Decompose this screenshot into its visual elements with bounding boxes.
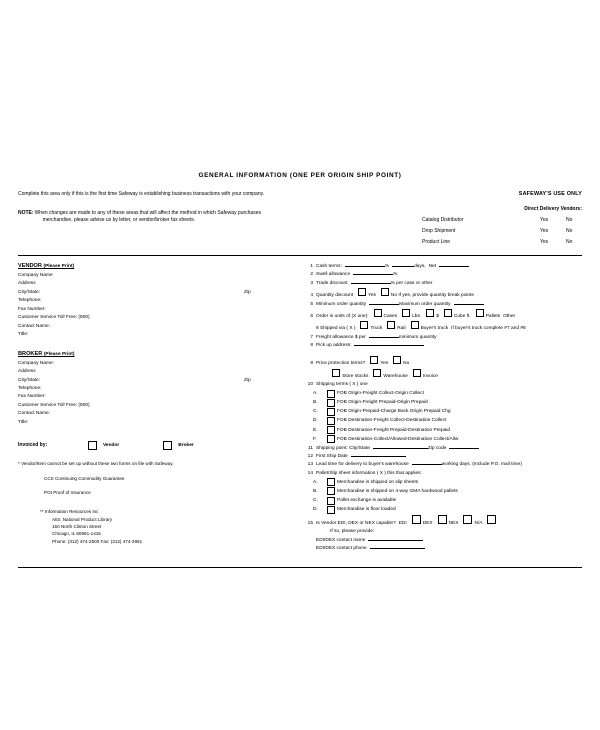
item-label: Order in units of (X one): [316,313,369,319]
field-label: Customer Service Toll Free: (800) [18,402,90,408]
item-label: Is Vendor EDI, DEX or NEX capable? [316,520,396,526]
option-label: Merchandise is shipped on 4-way GMA hardwood pallets [337,488,458,494]
option-letter: D. [313,507,318,513]
item-number: 1 [310,264,313,269]
pallet-info-option[interactable] [313,497,582,505]
option-letter: B. [313,400,318,406]
form-sheet [18,172,582,568]
checkbox-icon[interactable] [487,515,496,524]
info-header: ** Information Resources Inc [40,509,99,515]
vendor-section-heading [18,263,296,269]
field-input[interactable] [96,403,296,410]
field-input[interactable] [96,394,296,401]
checkbox-icon[interactable] [370,356,378,364]
invoiced-by-vendor-option[interactable] [84,441,119,450]
option-label: Invoice [422,373,438,379]
pallet-info-option[interactable] [313,506,582,514]
maximum-order-input[interactable] [454,304,484,305]
field-label-zip: Zip [244,289,251,295]
list-item-pallet-info [302,470,582,477]
broker-company-name-field[interactable] [18,361,296,368]
field-label: Customer Service Toll Free: (800) [18,315,90,321]
broker-contact-name-field[interactable] [18,411,296,418]
checkbox-icon[interactable] [327,478,335,486]
item-label: Quantity discount [316,293,354,299]
checkbox-icon[interactable] [327,435,335,443]
item-label: Shipping point: City/State [316,445,370,451]
intro-block [18,191,408,225]
field-label: Fax Number: [18,306,46,312]
item-number: 4 [310,293,313,299]
ddv-row-name: Product Line [422,239,451,245]
edi-provide-note [302,528,582,535]
list-item-edi-capable [302,515,582,527]
header-row [18,191,582,245]
list-item-order-units [302,309,582,320]
checkbox-icon[interactable] [412,515,421,524]
checkbox-icon[interactable] [360,321,368,329]
checkbox-icon[interactable] [327,487,335,495]
item-label: Shipping terms ( X ) one [316,382,368,388]
ddv-row-no[interactable]: No [566,228,573,234]
list-item-pickup-address [302,342,582,349]
item-suffix: working days. (Include P.O. mail time) [441,462,522,468]
option-label: FOB Origin-Prepaid-Charge Back Origin Prepaid Chg [337,409,451,415]
broker-fax-field[interactable] [18,394,296,401]
field-input[interactable] [96,332,296,339]
option-label: Buyer's truck [420,326,449,332]
item-number: 10 [307,382,313,388]
item-number: 2 [310,272,313,278]
item-label: Price protection terms? [316,361,366,367]
option-label: FOB Origin-Freight Prepaid-Origin Prepaid [337,400,428,406]
item-label: Pick up address: [316,343,352,348]
note-text [35,210,261,225]
vendor-city-state-field[interactable] [18,290,296,297]
field-label: Telephone: [18,298,42,304]
list-item-freight-allowance [302,334,582,341]
edi-note-label: If so, please provide: [330,529,375,535]
table-row [422,228,582,234]
checkbox-icon[interactable] [413,369,421,377]
item-label: Trade discount [316,280,348,286]
item-suffix: Yes [368,293,376,299]
item-suffix: Zip code [427,445,447,451]
checkbox-icon[interactable] [327,408,335,416]
checkbox-icon[interactable] [444,309,452,317]
field-input[interactable] [96,290,244,297]
broker-heading-label: BROKER [18,350,43,357]
vendor-company-name-field[interactable] [18,273,296,280]
edi-contact-phone-row [302,545,582,552]
field-label: Fax Number: [18,394,46,400]
edi-contact-phone-input[interactable] [370,548,425,549]
field-input[interactable] [96,315,296,322]
item-label: Pallet/Slip sheet information ( X ) this that applies: [316,470,422,476]
pallet-info-option[interactable] [313,487,582,495]
pallet-info-option[interactable] [313,478,582,486]
item-number: 8 [310,343,313,348]
option-label: FOB Origin-Freight Collect-Origin Collect [337,390,424,396]
checkbox-icon[interactable] [411,321,419,329]
field-label: Title: [18,419,29,425]
list-item-shipped-via [302,321,582,332]
information-resources-block [40,508,296,545]
footnote-sub-ccs: CCS Continuing Commodity Guarantee [44,475,125,481]
list-item-quantity-discount [302,288,582,299]
checkbox-icon[interactable] [374,309,382,317]
item-suffix: Net [428,264,437,269]
cash-terms-percent-input[interactable] [345,266,385,267]
info-line: 150 North Clinton Street [52,524,102,530]
checkbox-icon[interactable] [358,288,366,296]
option-letter: A. [313,479,318,485]
option-label: FOB Destination-Collect/Allowed-Destination Collect/Allw [337,436,459,442]
option-label: Merchandise is floor loaded [337,507,396,513]
broker-title-field[interactable] [18,420,296,427]
item-suffix: days, [414,264,426,269]
field-input[interactable] [96,420,296,427]
option-label: Other [503,313,516,319]
cash-terms-days-input[interactable] [392,266,414,267]
option-label: NEX [448,520,459,526]
invoiced-by-row [18,441,296,450]
checkbox-icon[interactable] [327,399,335,407]
item-suffix: No If yes, provide quantity break points [390,293,474,299]
option-label: Pallet exchange is available [337,497,397,503]
field-input[interactable] [96,378,244,385]
minimum-order-input[interactable] [369,304,399,305]
checkbox-icon[interactable] [476,309,484,317]
item-suffix: minimum quantity [398,334,437,340]
item-number: 14 [307,470,313,476]
ddv-row-no[interactable]: No [566,217,573,223]
broker-toll-free-field[interactable] [18,403,296,410]
option-letter: A. [313,390,318,396]
list-item-swell-allowance [302,271,582,278]
note-line-2: merchandise, please advise us by letter, or vendor/broker fax sheets. [42,217,196,223]
item-suffix: % per case or other [390,280,433,286]
checkbox-icon[interactable] [327,390,335,398]
checkbox-icon[interactable] [387,321,395,329]
swell-allowance-input[interactable] [353,274,393,275]
option-label: Warehouse [383,373,408,379]
item-suffix: % [393,272,398,278]
first-ship-date-input[interactable] [351,456,406,457]
vendor-heading-label: VENDOR [18,263,42,269]
field-label: Contact Name: [18,323,50,329]
option-label: Store stocks [342,373,369,379]
footnote-sub-poi: POI Proof of Insurance [44,489,91,495]
field-input[interactable] [96,386,296,393]
direct-delivery-vendors-title: Direct Delivery Vendors: [524,206,582,212]
edi-contact-name-row [302,537,582,544]
item-number: 12 [307,454,313,459]
checkbox-icon[interactable] [327,417,335,425]
field-label: Title: [18,332,29,338]
page-title: GENERAL INFORMATION (ONE PER ORIGIN SHIP POINT) [198,172,402,179]
checkbox-icon[interactable] [332,369,340,377]
list-item-shipping-terms [302,381,582,388]
checkbox-icon[interactable] [463,515,472,524]
list-item-trade-discount [302,280,582,287]
vendor-title-field[interactable] [18,332,296,339]
edi-contact-name-label: EDI/DEX contact name [316,537,366,543]
option-label: Truck [370,326,383,332]
item-label: First Ship Date [316,454,348,459]
shipping-term-option[interactable] [313,435,582,443]
field-input[interactable] [96,307,296,314]
divider [18,255,582,256]
field-label: Telephone: [18,385,42,391]
ddv-row-yes[interactable]: Yes [540,228,549,234]
item-label: Lead time for delivery to buyer's warehouse [316,462,409,468]
table-row [422,239,582,245]
note-label: NOTE: [18,209,34,216]
item-number: 15 [307,520,313,526]
field-label-zip: Zip [244,377,251,383]
field-label: Company Name [18,273,53,278]
option-letter: D. [313,418,318,424]
option-label: N/A [474,520,483,526]
checkbox-icon[interactable] [373,369,381,377]
option-label: Rail [397,326,406,332]
option-label: Cube ft. [453,313,471,319]
edi-contact-phone-label: EDI/DEX contact phone [316,546,367,551]
broker-city-state-field[interactable] [18,378,296,385]
note-line-1: When changes are made to any of these areas that will affect the method in which Safeway purchases [34,209,261,216]
lead-time-input[interactable] [412,464,442,465]
ddv-row-yes[interactable]: Yes [540,239,549,245]
option-letter: E. [313,427,318,433]
edi-contact-name-input[interactable] [368,540,423,541]
shipping-term-option[interactable] [313,399,582,407]
checkbox-icon[interactable] [438,515,447,524]
field-input[interactable] [96,281,296,288]
bottom-divider [18,567,582,568]
option-letter: C. [313,497,318,503]
option-letter: B. [313,488,318,494]
field-label: Address [18,281,36,287]
info-line: Phone: (312) 474-2500 Fax: (312) 474-2991 [52,538,143,544]
trade-discount-input[interactable] [351,283,391,284]
info-line: Chicago, IL 60661-1416 [52,531,101,537]
field-input[interactable] [96,361,296,368]
safeway-use-only-box [422,191,582,245]
field-label: Address [18,369,36,375]
item-number: 9 [310,361,313,367]
option-label: No [403,361,410,367]
item-label: Cash terms: [316,264,342,269]
option-label: DEX [422,520,433,526]
list-item-first-ship-date [302,453,582,460]
checkbox-icon[interactable] [402,309,410,317]
shipping-term-option[interactable] [313,426,582,434]
field-label: Contact Name: [18,411,50,417]
vendor-telephone-field[interactable] [18,298,296,305]
pickup-address-input[interactable] [354,345,424,346]
freight-allowance-input[interactable] [369,337,399,338]
field-input[interactable] [96,369,296,376]
right-column [302,263,582,553]
shipping-term-option[interactable] [313,417,582,425]
option-letter: F. [313,436,317,442]
option-label: Cases [383,313,398,319]
vendor-contact-name-field[interactable] [18,324,296,331]
safeway-title: SAFEWAY'S USE ONLY [518,191,582,197]
item-label: Swell allowance [316,272,351,278]
intro-text: Complete this area only if this is the first time Safeway is establishing business transactions with your company. [18,191,265,197]
checkbox-icon[interactable] [327,506,335,514]
vendor-toll-free-field[interactable] [18,315,296,322]
ddv-row-no[interactable]: No [566,239,573,245]
item-label: Minimum order quantity [316,301,367,307]
vendor-fax-field[interactable] [18,307,296,314]
shipped-via-note: If buyer's truck complete #7 and #8 [451,326,526,332]
item-suffix: Maximum order quantity [399,301,451,307]
item-label: Freight allowance $ per [316,334,366,340]
item-number: 11 [308,445,313,451]
broker-heading-note: (Please Print) [43,351,75,357]
option-label: Merchandise is shipped on slip sheets [337,479,419,485]
checkbox-icon[interactable] [426,309,434,317]
note-block [18,210,408,225]
footnote-star: * Vendor/Item cannot be set up without these two forms on file with Safeway. [18,460,174,466]
item-number: 6 [310,313,313,319]
invoiced-by-broker-option[interactable] [159,441,193,450]
broker-telephone-field[interactable] [18,386,296,393]
ddv-row-name: Catalog Distributor [422,217,464,223]
option-letter: C. [313,409,318,415]
item-number: 3 [310,280,313,286]
broker-address-field[interactable] [18,369,296,376]
list-item-price-protection [302,356,582,367]
list-item-minimum-order [302,301,582,308]
list-item-lead-time [302,461,582,468]
item-suffix: % [384,264,390,269]
shipping-term-option[interactable] [313,408,582,416]
table-row [422,217,582,223]
list-item-cash-terms [302,263,582,270]
option-label: Lbs. [412,313,422,319]
checkbox-icon[interactable] [327,497,335,505]
item-number: 7 [310,334,313,340]
list-item-price-protection-scope [302,369,582,380]
ddv-row-yes[interactable]: Yes [540,217,549,223]
option-label: Broker [178,442,194,448]
invoiced-by-label: Invoiced by: [18,442,48,449]
item-number: 5 [310,301,313,307]
option-label: Vendor [103,442,120,448]
option-label: Pallets [485,313,501,319]
list-item-shipping-point [302,445,582,452]
info-line: Attn: National Product Library [52,516,113,522]
form-columns [18,263,582,553]
shipping-term-option[interactable] [313,390,582,398]
checkbox-icon[interactable] [381,288,389,296]
broker-section-heading [18,351,296,357]
cash-terms-net-input[interactable] [439,266,469,267]
option-label: EDI [398,520,407,526]
vendor-address-field[interactable] [18,281,296,288]
checkbox-icon[interactable] [88,441,97,450]
shipped-via-label: 8 Shipped via ( X ) [316,326,356,332]
field-label: City/State: [18,289,41,295]
field-input[interactable] [96,411,296,418]
field-input[interactable] [96,324,296,331]
field-input[interactable] [96,273,296,280]
shipping-point-zip-input[interactable] [449,448,479,449]
option-label: FOB Destination-Freight Collect-Destination Collect [337,418,447,424]
option-label: Yes [380,361,389,367]
field-input[interactable] [96,298,296,305]
field-label: City/State: [18,377,41,383]
checkbox-icon[interactable] [327,426,335,434]
option-label: FOB Destination-Freight Prepaid-Destination Prepaid [337,427,451,433]
field-label: Company Name: [18,360,54,366]
left-column [18,263,302,553]
ddv-row-name: Drop Shipment [422,228,456,234]
checkbox-icon[interactable] [393,356,401,364]
option-label: $ [436,313,439,319]
vendor-heading-note: (Please Print) [43,264,75,269]
item-number: 13 [307,462,313,468]
shipping-point-input[interactable] [373,448,428,449]
checkbox-icon[interactable] [163,441,172,450]
